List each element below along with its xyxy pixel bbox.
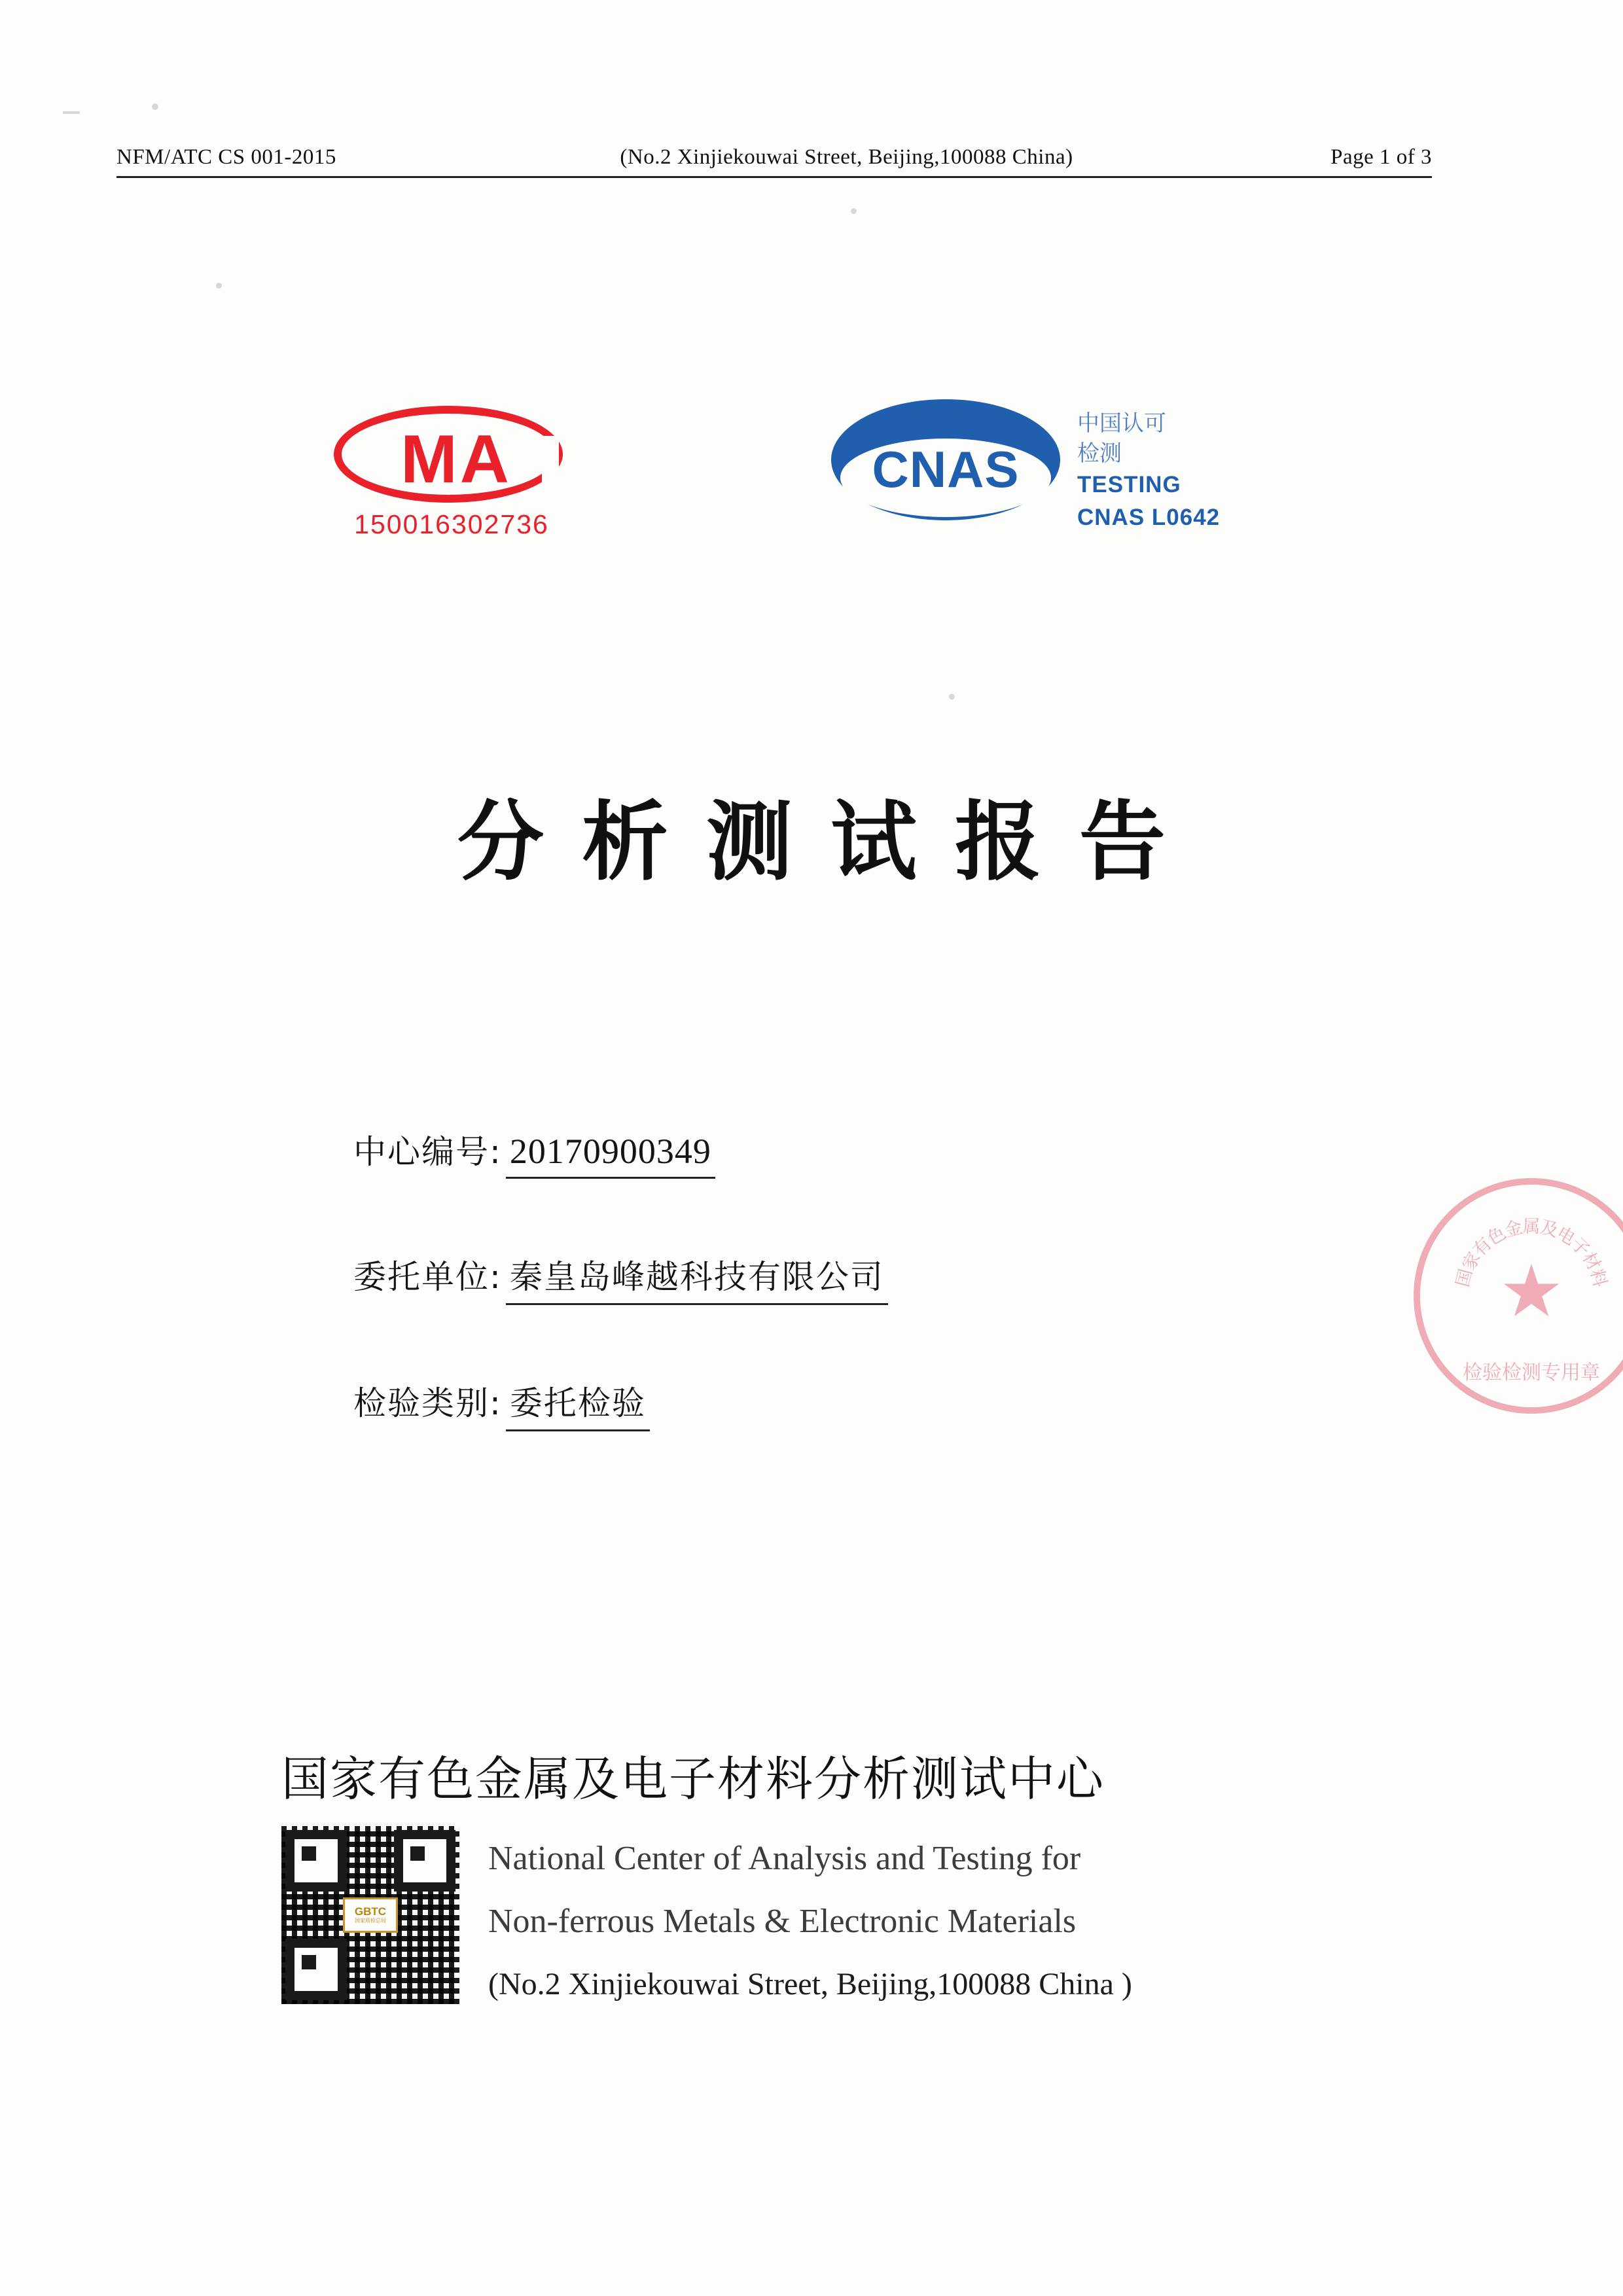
- cnas-mark-icon: [831, 399, 1220, 534]
- qr-code-icon: [281, 1826, 459, 2004]
- qr-logo-sub: 国家质检总局: [355, 1918, 386, 1924]
- seal-bottom-text: 检验检测专用章: [1463, 1361, 1600, 1384]
- cnas-en-testing: TESTING: [1077, 472, 1181, 497]
- field-value: 委托检验: [506, 1377, 650, 1431]
- scan-artifact: [216, 283, 222, 289]
- field-label: 中心编号:: [353, 1133, 502, 1171]
- header-address: (No.2 Xinjiekouwai Street, Beijing,100088 China): [620, 145, 1073, 169]
- page-header: [116, 145, 1432, 178]
- field-client-company: [353, 1251, 1335, 1305]
- organization-name-en-line-1: National Center of Analysis and Testing for: [488, 1840, 1081, 1877]
- cnas-text-block: [1077, 399, 1220, 534]
- qr-finder-icon: [285, 1939, 347, 2000]
- field-value: 秦皇岛峰越科技有限公司: [506, 1251, 888, 1305]
- organization-name-en: [488, 1820, 1132, 2016]
- document-code: NFM/ATC CS 001-2015: [116, 145, 336, 169]
- field-inspection-type: [353, 1377, 1335, 1431]
- organization-body: [281, 1820, 1394, 2016]
- cma-mark-icon: [334, 406, 569, 540]
- field-label: 检验类别:: [353, 1384, 502, 1422]
- page-number: Page 1 of 3: [1330, 145, 1432, 169]
- cma-oval-gap: [542, 436, 559, 486]
- qr-center-logo: [343, 1897, 398, 1933]
- cnas-cn-line-2: 检测: [1077, 441, 1122, 466]
- accreditation-marks: [0, 393, 1623, 602]
- organization-block: [281, 1741, 1394, 2016]
- cnas-accreditation-number: CNAS L0642: [1077, 505, 1221, 530]
- field-value: 20170900349: [506, 1131, 715, 1179]
- qr-finder-icon: [285, 1830, 347, 1892]
- field-label: 委托单位:: [353, 1258, 502, 1296]
- cma-letters: MA: [401, 422, 512, 497]
- scan-artifact: [949, 694, 955, 700]
- organization-name-en-line-2: Non-ferrous Metals & Electronic Materials: [488, 1903, 1077, 1940]
- qr-finder-icon: [394, 1830, 455, 1892]
- scan-artifact: [152, 103, 158, 110]
- cma-oval-icon: [334, 406, 563, 503]
- cma-certificate-number: 150016302736: [354, 509, 549, 539]
- organization-name-cn: 国家有色金属及电子材料分析测试中心: [281, 1751, 1105, 1806]
- seal-ring-text: 国 家 有 色 金 属 及 电 子 材 料: [1452, 1217, 1611, 1289]
- official-seal-stamp: [1414, 1178, 1623, 1414]
- cnas-wordmark: CNAS: [872, 440, 1020, 498]
- page-title: 分析测试报告: [457, 792, 1204, 893]
- cnas-badge-icon: [831, 399, 1060, 520]
- organization-address: (No.2 Xinjiekouwai Street, Beijing,100088 China ): [488, 1967, 1132, 2001]
- qr-logo-text: GBTC: [354, 1905, 387, 1918]
- report-fields: [353, 1126, 1335, 1503]
- scan-artifact: [851, 208, 857, 214]
- scan-artifact: [63, 111, 80, 114]
- star-icon: ★: [1499, 1251, 1564, 1332]
- cnas-cn-line-1: 中国认可: [1077, 411, 1166, 436]
- field-center-number: [353, 1126, 1335, 1179]
